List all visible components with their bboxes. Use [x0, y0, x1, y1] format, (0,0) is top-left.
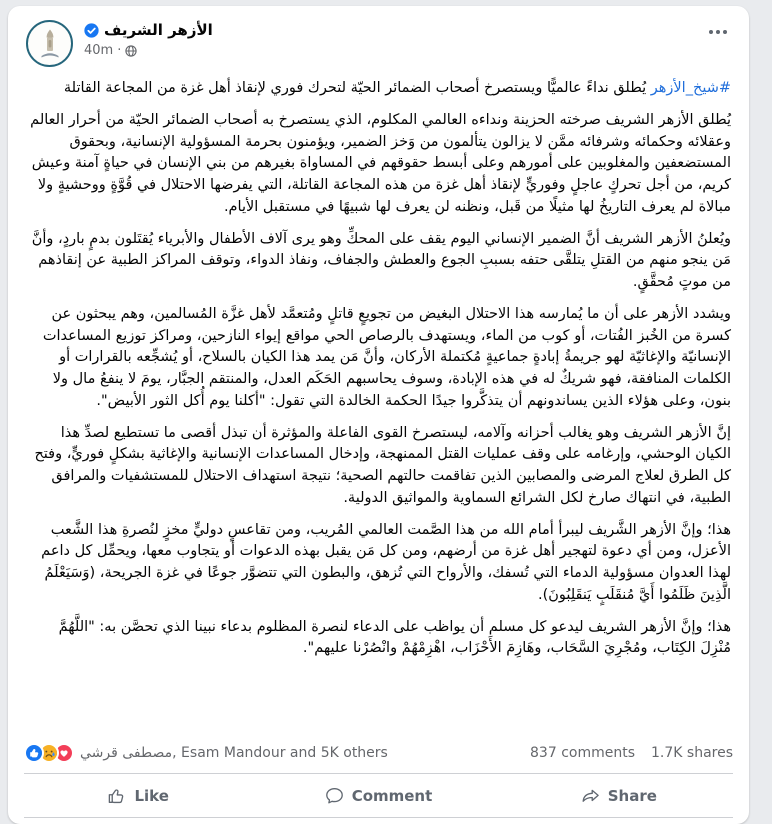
al-azhar-minaret-icon — [37, 28, 63, 60]
post-paragraph: هذا؛ وإنَّ الأزهر الشريف ليدعو كل مسلم أن يواظب على الدعاء لنصرة المظلوم بدعاء نبينا الذي تحصَّن به: "اللَّهُمَّ مُنْزِلَ الكِتَاب، ومُجْرِيَ السَّحَاب، وهَازِمَ الأَحْزَاب، اهْزِمْهُمْ وانْصُرْنا عليهم". — [58, 618, 731, 657]
post-paragraph: هذا؛ وإنَّ الأزهر الشَّريف ليبرأ أمام الله من هذا الصَّمت العالمي المُريب، ومن تقاعسٍ دوليٍّ مخزٍ لنُصرةِ هذا الشَّعب الأعزل، ومن أي دعوة لتهجير أهل غزة من أرضهم، ومن كل مَن يقبل بهذه الدعوات أو يتجاوب معها، ويحمِّل كل داعم لهذا العدوان مسؤولية الدماء التي تُسفك، والأرواح التي تُزهق، والبطون التي تتضوَّر جوعًا في غزة الجريحة، (وَسَيَعْلَمُ الَّذِينَ ظَلَمُوا أَيَّ مُنقَلَبٍ يَنقَلِبُونَ). — [41, 521, 731, 603]
post-body — [8, 71, 749, 737]
post-paragraph: إنَّ الأزهر الشريف وهو يغالب أحزانه وآلامه، ليستصرخ القوى الفاعلة والمؤثرة أن تبذل أقصى ما تستطيع لصدِّ هذا الكيان الوحشي، وإرغامه على وقف عمليات القتل الممنهجة، وإدخال المساعدات الإنسانية والإغاثية بشكلٍ فوريٍّ، وفتح كل الطرق لعلاج المرضى والمصابين الذين تفاقمت حالتهم الصحية؛ نتيجة استهداف الاحتلال للمستشفيات والمرافق الطبية، في انتهاك صارخ لكل الشرائع السماوية والمواثيق الدولية. — [34, 424, 731, 506]
avatar[interactable] — [26, 20, 73, 67]
hashtag-link[interactable]: #شيخ_الأزهر — [650, 80, 731, 96]
thumbs-up-icon — [107, 786, 126, 805]
share-button[interactable] — [499, 777, 739, 814]
reaction-icons[interactable] — [24, 743, 74, 763]
post-meta — [84, 43, 703, 58]
post-paragraph: ويُعلنُ الأزهر الشريف أنَّ الضمير الإنساني اليوم يقف على المحكِّ وهو يرى آلاف الأطفال والأبرياء يُقتَلون بدمٍ باردٍ، وأنَّ مَن ينجو منهم من القتلِ يتلقَّى حتفه بسببِ الجوع والعطش والجفاف، ونفاذ الدواء، وتوقف المراكز الطبية عن إنقاذهم من موتٍ مُحقَّقٍ. — [31, 230, 731, 290]
comments-count[interactable]: 837 comments — [530, 745, 635, 761]
action-bar — [8, 774, 749, 817]
share-label: Share — [607, 786, 657, 805]
facebook-post-card — [8, 6, 749, 824]
post-counts — [530, 745, 733, 761]
like-button[interactable] — [18, 777, 258, 814]
like-reaction-icon — [24, 743, 44, 763]
engagement-summary — [8, 737, 749, 773]
like-label: Like — [134, 786, 169, 805]
verified-badge-icon — [84, 23, 99, 38]
post-paragraph: ويشدد الأزهر على أن ما يُمارسه هذا الاحتلال البغيض من تجويعٍ قاتلٍ ومُتعمَّد لأهل غزَّة المُسالمين، وهم يبحثون عن كسرة من الخُبز الفُتات، أو كوب من الماء، ويستهدف بالرصاص الحي مواقع إيواء النازحين، ومراكز توزيع المساعدات الإنسانيّة والإغاثيّة لهو جريمةُ إبادةٍ جماعيةٍ مُكتملة الأركان، وأنَّ مَن يمد هذا الكيان بالسلاح، أو يُشجِّعه بالقرارات أو الكلمات المنافقة، فهو شريكٌ له في هذه الإبادة، وسوف يحاسبهم الحَكَم العدل، والمنتقم الجبَّار، يومَ لا ينفعُ مال ولا بنون، وعلى هؤلاء الذين يساندونهم أن يتذكَّروا جيدًا الحكمة الخالدة التي تقول: "أكلنا يوم أُكل الثور الأبيض". — [42, 305, 731, 409]
header-text-block — [84, 20, 703, 58]
headline-text: يُطلق نداءً عالميًّا ويستصرخ أصحاب الضمائر الحيّة لتحرك فوري لإنقاذ أهل غزة من المجاعة القاتلة — [63, 80, 651, 96]
reactors-summary[interactable]: مصطفى قرشي, Esam Mandour and 5K others — [80, 745, 388, 761]
comment-button[interactable] — [258, 777, 498, 814]
post-header — [8, 6, 749, 71]
more-options-button[interactable] — [703, 20, 733, 44]
dot-icon — [723, 30, 727, 34]
page-name[interactable]: الأزهر الشريف — [104, 21, 213, 39]
dot-icon — [716, 30, 720, 34]
post-paragraph: يُطلق الأزهر الشريف صرخته الحزينة ونداءه العالمي المكلوم، الذي يستصرخ به أصحاب الضمائر الحيّة من أحرار العالم وعقلائه وحكمائه وشرفائه ممَّن لا يزالون يتألمون من وَخز الضمير، ويؤمنون بحرمة المسؤولية الإنسانية، وبحقوق المستضعفين والمغلوبين على أمورهم وعلى أبسط حقوقهم في المساواة بغيرهم من بني الإنسان في حياةٍ آمنة وعيش كريم، من أجل تحركٍ عاجلٍ وفوريٍّ لإنقاذ أهل غزة من هذه المجاعة القاتلة، التي يفرضها الاحتلال في قُوَّةٍ ووحشيةٍ ولا مبالاة لم يعرف التاريخُ لها مثيلًا من قَبل، ونظنه لن يعرف لها شبيهًا في مستقبل الأيام. — [30, 111, 731, 215]
post-headline — [24, 78, 731, 100]
dot-icon — [709, 30, 713, 34]
card-bottom-padding — [8, 818, 749, 824]
share-arrow-icon — [581, 786, 600, 805]
comment-label: Comment — [351, 786, 433, 805]
timestamp[interactable]: 40m — [84, 43, 114, 58]
shares-count[interactable]: 1.7K shares — [651, 745, 733, 761]
comment-bubble-icon — [325, 786, 344, 805]
meta-separator: · — [117, 43, 122, 58]
privacy-globe-icon — [125, 45, 137, 57]
